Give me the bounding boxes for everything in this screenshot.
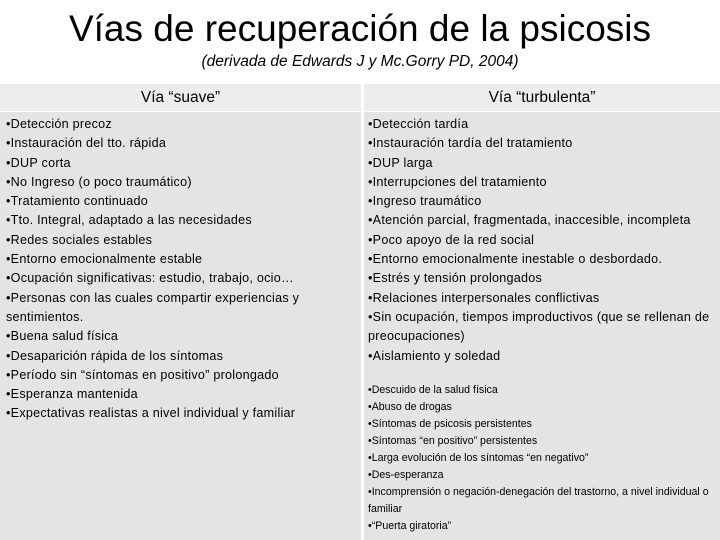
list-item: • DUP corta [6, 154, 356, 173]
turbulent-path-list-continued [368, 382, 718, 535]
column-header-soft [0, 84, 361, 111]
list-item: • “Puerta giratoria” [368, 518, 718, 535]
list-item: • Abuso de drogas [368, 399, 718, 416]
list-item: • Período sin “síntomas en positivo” prolongado [6, 366, 356, 385]
list-item: • Ocupación significativas: estudio, trabajo, ocio… [6, 269, 356, 288]
list-item: • Incomprensión o negación-denegación del trastorno, a nivel individual o familiar [368, 484, 718, 518]
list-item: • Tratamiento continuado [6, 192, 356, 211]
list-item: • Instauración del tto. rápida [6, 134, 356, 153]
list-item: • No Ingreso (o poco traumático) [6, 173, 356, 192]
column-header-turbulent [364, 84, 720, 111]
list-item: • Instauración tardía del tratamiento [368, 134, 718, 153]
page-title: Vías de recuperación de la psicosis [68, 8, 652, 49]
list-item: • Poco apoyo de la red social [368, 231, 718, 250]
column-header-turbulent-label: Vía “turbulenta” [488, 89, 596, 106]
list-item: • Aislamiento y soledad [368, 347, 718, 366]
list-item: • Detección tardía [368, 115, 718, 134]
list-item: • Entorno emocionalmente inestable o desbordado. [368, 250, 718, 269]
list-item: • Detección precoz [6, 115, 356, 134]
list-item: • Redes sociales estables [6, 231, 356, 250]
list-item: • Larga evolución de los síntomas “en negativo” [368, 450, 718, 467]
column-turbulent [364, 112, 720, 540]
list-item: • DUP larga [368, 154, 718, 173]
list-item: • Descuido de la salud física [368, 382, 718, 399]
list-item: • Síntomas de psicosis persistentes [368, 416, 718, 433]
list-item: • Interrupciones del tratamiento [368, 173, 718, 192]
page-subtitle: (derivada de Edwards J y Mc.Gorry PD, 2004) [201, 53, 519, 70]
list-item: • Tto. Integral, adaptado a las necesidades [6, 211, 356, 230]
column-header-soft-label: Vía “suave” [140, 89, 221, 106]
turbulent-path-list [368, 115, 718, 366]
list-item: • Ingreso traumático [368, 192, 718, 211]
column-soft [0, 112, 361, 540]
list-item: • Estrés y tensión prolongados [368, 269, 718, 288]
list-item: • Expectativas realistas a nivel individual y familiar [6, 404, 356, 423]
list-item: • Buena salud física [6, 327, 356, 346]
list-item: • Esperanza mantenida [6, 385, 356, 404]
list-item: • Des-esperanza [368, 467, 718, 484]
list-item: • Personas con las cuales compartir experiencias y sentimientos. [6, 289, 356, 328]
soft-path-list [6, 115, 356, 424]
list-item: • Entorno emocionalmente estable [6, 250, 356, 269]
list-item: • Sin ocupación, tiempos improductivos (que se rellenan de preocupaciones) [368, 308, 718, 347]
list-item: • Desaparición rápida de los síntomas [6, 347, 356, 366]
list-item: • Atención parcial, fragmentada, inaccesible, incompleta [368, 211, 718, 230]
list-item: • Síntomas “en positivo” persistentes [368, 433, 718, 450]
list-item: • Relaciones interpersonales conflictivas [368, 289, 718, 308]
